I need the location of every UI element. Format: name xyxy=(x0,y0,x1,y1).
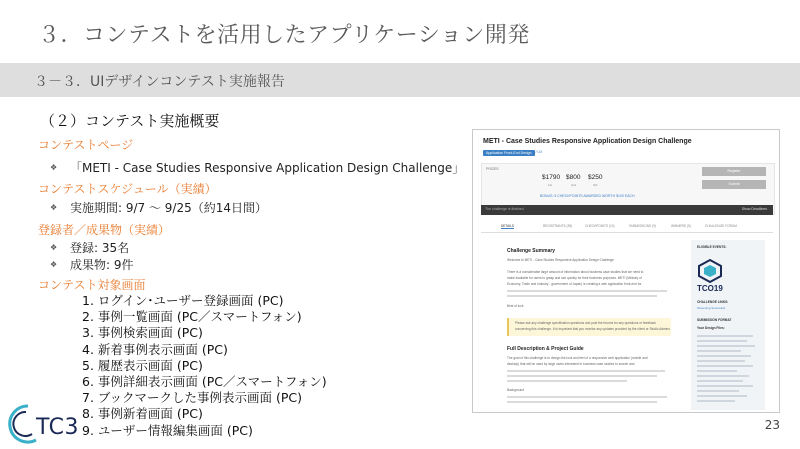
text-placeholder-line xyxy=(697,355,751,357)
text-placeholder-line xyxy=(697,360,745,362)
list-item: 5. 履歴表示画面 (PC) xyxy=(82,357,203,373)
text-placeholder-line xyxy=(697,390,739,392)
list-item: 3. 事例検索画面 (PC) xyxy=(82,325,203,341)
sidebar-panel xyxy=(691,240,765,410)
track-tag: Application Front-End Design xyxy=(483,150,535,156)
notice-line-1: Please ask any challenge specification questions and post the forums for any questions or feedback xyxy=(515,321,656,325)
bullet-icon: ❖ xyxy=(50,243,58,252)
welcome-text: Welcome to METI - Case Studies Responsive Application Design Challenge xyxy=(507,258,614,262)
tab-details[interactable]: DETAILS xyxy=(501,224,515,228)
screenshot-title: METI - Case Studies Responsive Application Design Challenge xyxy=(483,138,692,145)
text-placeholder-line xyxy=(507,370,665,372)
best-of-luck: Best of luck xyxy=(507,304,524,308)
summary-line-3: Economy, Trade and Industry - government of Japan) is creating a web application front-end for xyxy=(507,282,642,286)
list-item: 2. 事例一覧画面 (PC／スマートフォン) xyxy=(82,309,302,325)
list-item: 9. ユーザー情報編集画面 (PC) xyxy=(82,422,253,438)
track-tag-secondary: UI / UX xyxy=(531,150,543,154)
tab-forum[interactable]: CHALLENGE FORUM xyxy=(705,224,737,228)
text-placeholder-line xyxy=(697,380,743,382)
prizes-label: PRIZES xyxy=(486,167,499,171)
bullet-text: 実施期間: 9/7 ～ 9/25（約14日間） xyxy=(70,201,268,215)
show-deadlines-link[interactable]: Show Deadlines xyxy=(741,207,767,211)
eligible-events-label: ELIGIBLE EVENTS: xyxy=(697,245,727,249)
subtitle-band xyxy=(0,63,800,97)
description-line-1: The goal of this challenge is to design the look and feel of a responsive web application (mobile and xyxy=(507,356,648,360)
text-placeholder-line xyxy=(697,365,753,367)
register-button[interactable]: Register xyxy=(702,167,766,176)
text-placeholder-line xyxy=(507,401,657,403)
tab-registrants[interactable]: REGISTRANTS (35) xyxy=(543,224,573,228)
logo-text: TC3 xyxy=(36,415,80,440)
category-target-screens: コンテスト対象画面 xyxy=(38,278,146,292)
challenge-page-screenshot xyxy=(472,129,780,413)
prize-3: $250 xyxy=(588,174,603,181)
description-heading: Full Description & Project Guide xyxy=(507,346,584,352)
text-placeholder-line xyxy=(507,295,657,297)
prize-1: $1790 xyxy=(542,174,561,181)
bullet-icon: ❖ xyxy=(50,260,58,269)
text-placeholder-line xyxy=(697,370,737,372)
bullet-text: 登録: 35名 xyxy=(70,241,130,255)
tco-label: TCO19 xyxy=(697,284,723,293)
bullet-icon: ❖ xyxy=(50,163,58,172)
section-heading: （２）コンテスト実施概要 xyxy=(40,112,220,130)
list-item: 7. ブックマークした事例表示画面 (PC) xyxy=(82,390,303,406)
bullet-submissions xyxy=(50,256,134,273)
text-placeholder-line xyxy=(507,396,667,398)
tab-winners[interactable]: WINNERS (5) xyxy=(671,224,691,228)
submission-format-label: SUBMISSION FORMAT xyxy=(697,318,732,322)
design-files-label: Your Design Files: xyxy=(697,326,725,330)
text-placeholder-line xyxy=(507,290,667,292)
text-placeholder-line xyxy=(697,345,755,347)
category-contest-page: コンテストページ xyxy=(38,138,134,152)
target-screen-list xyxy=(82,293,327,439)
category-registrants: 登録者／成果物（実績） xyxy=(38,223,171,237)
tab-checkpoints[interactable]: CHECKPOINTS (10) xyxy=(585,224,615,228)
background-heading: Background xyxy=(507,388,525,392)
tab-submissions[interactable]: SUBMISSIONS (9) xyxy=(629,224,656,228)
bonus-text: BONUS: 5 CHECKPOINTS AWARDED WORTH $100 EACH xyxy=(540,194,635,198)
list-item: 4. 新着事例表示画面 (PC) xyxy=(82,341,228,357)
description-line-2: desktop) that will be used by large users interested in business case studies to search and xyxy=(507,362,635,366)
bullet-contest-name xyxy=(50,159,464,176)
text-placeholder-line xyxy=(697,375,749,377)
category-schedule: コンテストスケジュール（実績） xyxy=(38,182,217,196)
text-placeholder-line xyxy=(697,400,735,402)
prize-3-caption: 3rd xyxy=(593,183,598,187)
text-placeholder-line xyxy=(697,335,753,337)
screening-scorecard-link[interactable]: Screening Scorecard xyxy=(697,306,726,310)
bullet-text: 「METI - Case Studies Responsive Application Design Challenge」 xyxy=(70,161,465,175)
text-placeholder-line xyxy=(697,350,741,352)
tco-logo-icon xyxy=(697,258,723,284)
notice-line-2: concerning this challenge. It is important that you monitor any updates provided by the client or Studio Admins xyxy=(515,327,670,331)
text-placeholder-line xyxy=(697,395,747,397)
bullet-registrations xyxy=(50,239,129,256)
list-item: 1. ログイン･ユーザー登録画面 (PC) xyxy=(82,293,284,308)
list-item: 8. 事例新着画面 (PC) xyxy=(82,406,203,422)
page-number: 23 xyxy=(764,418,780,432)
status-bar xyxy=(481,205,773,215)
bullet-period xyxy=(50,199,267,216)
summary-heading: Challenge Summary xyxy=(507,248,556,254)
bullet-text: 成果物: 9件 xyxy=(70,258,134,272)
submit-button[interactable]: Submit xyxy=(702,180,766,189)
slide-title: ３．コンテストを活用したアプリケーション開発 xyxy=(38,23,530,48)
text-placeholder-line xyxy=(697,340,747,342)
notice-box xyxy=(507,318,671,336)
text-placeholder-line xyxy=(697,385,753,387)
list-item: 6. 事例詳細表示画面 (PC／スマートフォン) xyxy=(82,374,327,390)
bullet-icon: ❖ xyxy=(50,203,58,212)
prize-2: $800 xyxy=(566,174,581,181)
slide-subtitle: ３－３．UIデザインコンテスト実施報告 xyxy=(34,74,285,90)
status-text: The challenge is finished. xyxy=(485,207,525,211)
text-placeholder-line xyxy=(507,380,627,382)
prize-1-caption: 1st xyxy=(548,183,553,187)
challenge-tabs xyxy=(481,223,773,233)
summary-line-1: There is a considerable large amount of information about business case studies that we need to xyxy=(507,270,644,274)
text-placeholder-line xyxy=(507,375,657,377)
challenge-links-label: CHALLENGE LINKS: xyxy=(697,300,729,304)
prize-2-caption: 2nd xyxy=(571,183,577,187)
summary-line-2: make available for users to grasp and use quickly for their business purposes. METI (Ministry of xyxy=(507,276,642,280)
